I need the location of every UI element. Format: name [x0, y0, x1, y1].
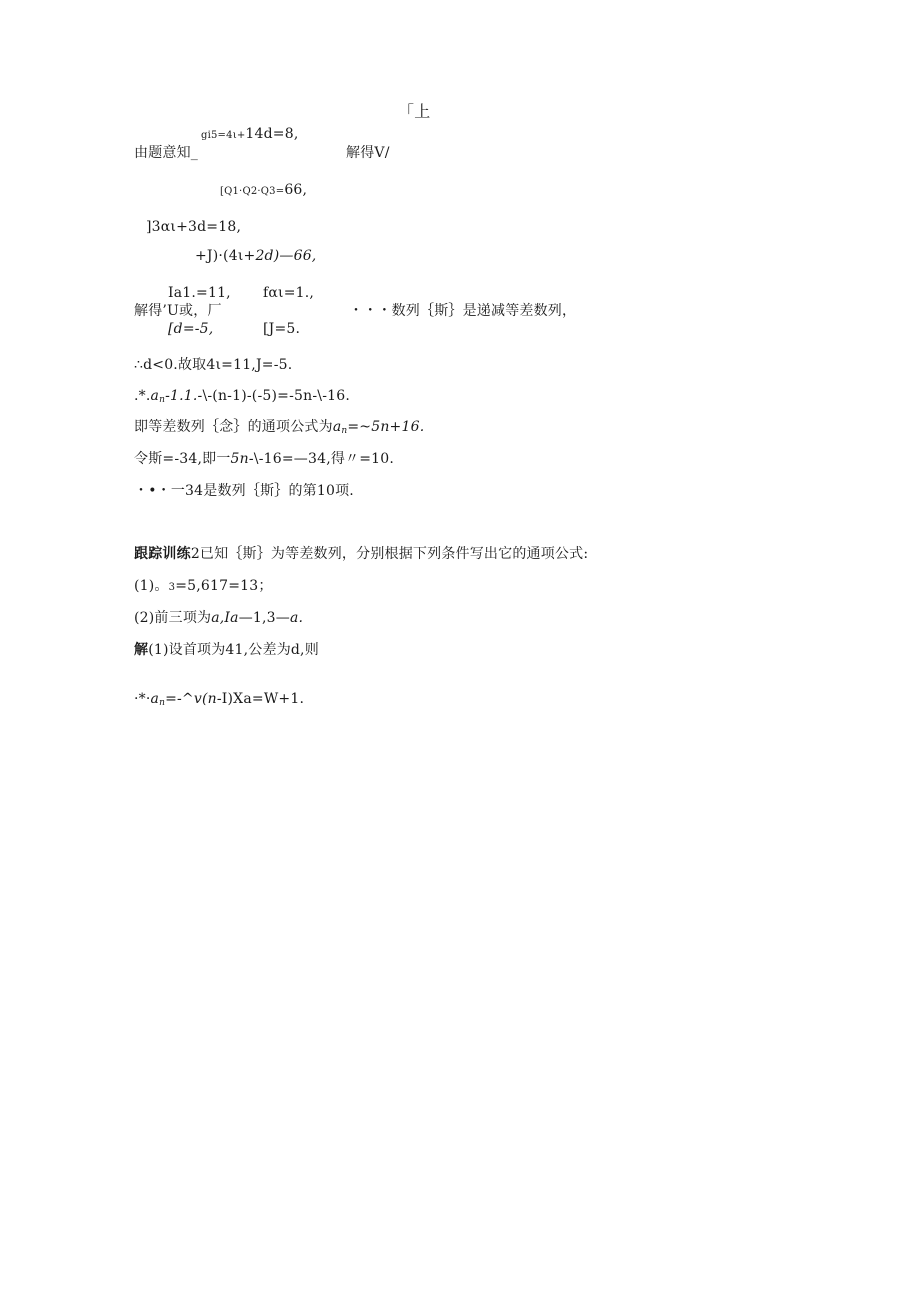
part-1-subscript: 3 — [168, 582, 176, 593]
part-2-label: (2)前三项为 — [134, 610, 212, 626]
conclusion-line: ・•・一34是数列｛斯｝的第10项. — [134, 483, 354, 499]
formula-part: =-^v(n- — [165, 691, 222, 707]
part-2-term: —1,3— — [238, 610, 290, 626]
exercise-heading — [134, 545, 588, 563]
set-term-expr: 5n- — [230, 451, 254, 467]
solution-text: (1)设首项为41,公差为d,则 — [148, 642, 319, 658]
exercise-label: 跟踪训练 — [134, 546, 191, 562]
solve-label: 解得V/ — [346, 145, 390, 161]
part-1-condition: =5,617=13； — [175, 578, 273, 594]
formula-part: \-(n-1)-(-5)=-5n- — [202, 388, 318, 404]
bracket-fragment: 「上 — [398, 102, 431, 121]
given-condition-label: 由题意知_ — [134, 145, 198, 161]
formula-expression: =~5n+16. — [347, 419, 425, 435]
solution-label: 解 — [134, 642, 149, 658]
equation-line-product — [220, 181, 307, 199]
solution-start — [134, 641, 319, 659]
general-term-formula — [134, 418, 424, 440]
equation-prefix: gi5=4ι+ — [201, 130, 246, 141]
choose-solution-line: ∴d<0.故取4ι=11,J=-5. — [134, 357, 293, 373]
solution-formula — [134, 690, 304, 712]
therefore-mark: ·*· — [134, 691, 151, 707]
term-subscript: n — [159, 395, 166, 405]
equation-line-sum: ]3αι+3d=18, — [146, 219, 242, 235]
set-term-intro: 令斯=-34,即一 — [134, 451, 231, 467]
equation-main: 66, — [284, 182, 308, 198]
decreasing-sequence-note: ・・・数列｛斯｝是递减等差数列， — [349, 303, 577, 319]
equation-part-italic: 2d)—66, — [255, 248, 317, 264]
equation-prefix: [Q1·Q2·Q3= — [220, 186, 285, 197]
formula-intro: 即等差数列｛念｝的通项公式为 — [134, 419, 333, 435]
part-2-term: a. — [289, 610, 304, 626]
solution-case-2-a: fαι=1., — [263, 285, 315, 301]
solutions-label: 解得’U或，厂 — [134, 303, 222, 319]
general-term-derivation — [134, 387, 350, 409]
exercise-part-2 — [134, 609, 303, 627]
term-symbol: a — [332, 419, 342, 435]
solution-case-1-a: Ia1.=11, — [168, 285, 231, 301]
equation-line-a15 — [201, 125, 298, 143]
therefore-mark: .*. — [134, 388, 151, 404]
term-subscript: n — [341, 426, 348, 436]
solution-case-1-b: [d=-5, — [168, 321, 214, 337]
equation-line-factor — [195, 247, 316, 265]
solution-case-2-b: [J=5. — [263, 321, 301, 337]
formula-part: -1.1.- — [165, 388, 203, 404]
exercise-prompt: 2已知｛斯｝为等差数列，分别根据下列条件写出它的通项公式: — [190, 546, 589, 562]
term-symbol: a — [150, 388, 160, 404]
term-symbol: a — [150, 691, 160, 707]
part-2-term: a,Ia — [211, 610, 239, 626]
exercise-part-1 — [134, 577, 273, 595]
formula-part: \-16. — [317, 388, 351, 404]
formula-part: I)Xa=W+1. — [221, 691, 305, 707]
part-1-label: (1)。 — [134, 578, 169, 594]
equation-main: 14d=8, — [245, 126, 299, 142]
set-term-line — [134, 450, 394, 468]
set-term-result: \-16=—34,得〃=10. — [253, 451, 395, 467]
equation-part: +J)·(4ι+ — [195, 248, 256, 264]
term-subscript: n — [159, 698, 166, 708]
